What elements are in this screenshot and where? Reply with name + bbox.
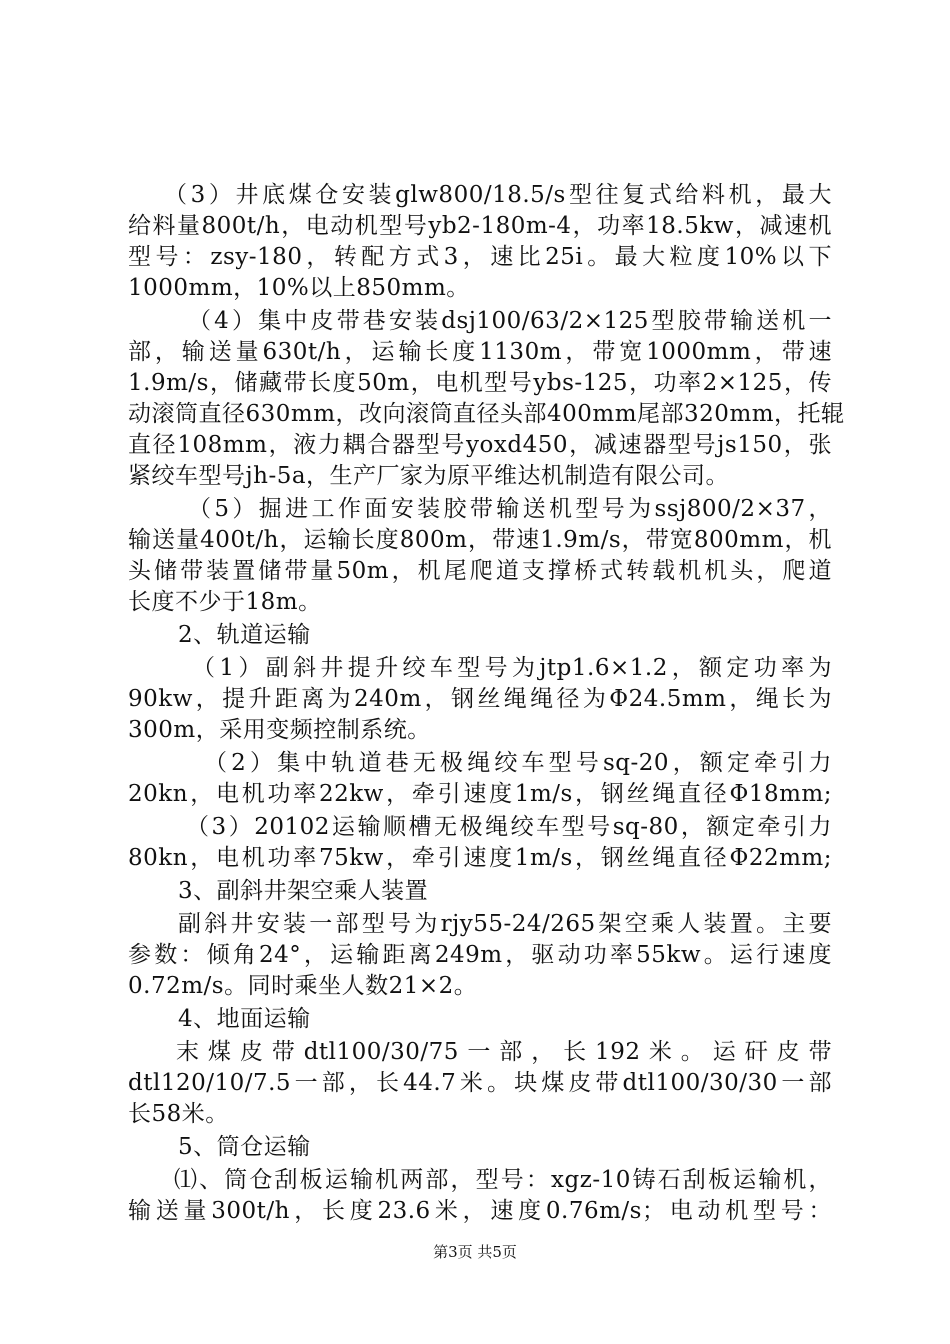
text-line: 型号：zsy-180，转配方式3，速比25i。最大粒度10%以下 <box>128 244 832 270</box>
text-line: 给料量800t/h，电动机型号yb2-180m-4，功率18.5kw，减速机 <box>128 213 832 239</box>
page-footer: 第3页 共5页 <box>433 1243 517 1261</box>
text-line: 90kw，提升距离为240m，钢丝绳绳径为Φ24.5mm，绳长为 <box>128 686 832 712</box>
section-heading: 2、轨道运输 <box>178 622 311 648</box>
text-line: 紧绞车型号jh-5a，生产厂家为原平维达机制造有限公司。 <box>128 463 730 489</box>
text-line: 输送量300t/h，长度23.6米，速度0.76m/s；电动机型号： <box>128 1198 832 1224</box>
text-line: （1）副斜井提升绞车型号为jtp1.6×1.2，额定功率为 <box>192 655 832 681</box>
text-line: dtl120/10/7.5一部，长44.7米。块煤皮带dtl100/30/30一部 <box>128 1070 832 1096</box>
text-line: 20kn，电机功率22kw，牵引速度1m/s，钢丝绳直径Φ18mm; <box>128 781 832 807</box>
text-line: 长58米。 <box>128 1101 229 1127</box>
section-heading: 4、地面运输 <box>178 1006 311 1032</box>
text-line: 长度不少于18m。 <box>128 589 322 615</box>
text-line: 输送量400t/h，运输长度800m，带速1.9m/s，带宽800mm，机 <box>128 527 832 553</box>
text-line: ⑴、筒仓刮板运输机两部，型号：xgz-10铸石刮板运输机， <box>174 1167 832 1193</box>
text-line: （4）集中皮带巷安装dsj100/63/2×125型胶带输送机一 <box>188 308 832 334</box>
text-line: 300m，采用变频控制系统。 <box>128 717 431 743</box>
text-line: 副斜井安装一部型号为rjy55-24/265架空乘人装置。主要 <box>178 911 832 937</box>
text-line: （2）集中轨道巷无极绳绞车型号sq-20，额定牵引力 <box>204 750 832 776</box>
document-body <box>128 180 845 1227</box>
text-line: 0.72m/s。同时乘坐人数21×2。 <box>128 973 478 999</box>
text-line: 直径108mm，液力耦合器型号yoxd450，减速器型号js150，张 <box>128 432 832 458</box>
section-heading: 5、筒仓运输 <box>178 1134 311 1160</box>
text-line: 1000mm，10%以上850mm。 <box>128 275 470 301</box>
text-line: 动滚筒直径630mm，改向滚筒直径头部400mm尾部320mm，托辊 <box>128 401 845 427</box>
text-line: 80kn，电机功率75kw，牵引速度1m/s，钢丝绳直径Φ22mm; <box>128 845 832 871</box>
text-line: 参数：倾角24°，运输距离249m，驱动功率55kw。运行速度 <box>128 942 832 968</box>
text-line: 1.9m/s，储藏带长度50m，电机型号ybs-125，功率2×125，传 <box>128 370 832 396</box>
text-line: （3）井底煤仓安装glw800/18.5/s型往复式给料机，最大 <box>164 182 832 208</box>
text-line: 头储带装置储带量50m，机尾爬道支撑桥式转载机机头，爬道 <box>128 558 832 584</box>
text-line: 部，输送量630t/h，运输长度1130m，带宽1000mm，带速 <box>128 339 832 365</box>
text-line: 末煤皮带dtl100/30/75一部，长192米。运矸皮带 <box>176 1039 832 1065</box>
section-heading: 3、副斜井架空乘人装置 <box>178 878 429 904</box>
text-line: （5）掘进工作面安装胶带输送机型号为ssj800/2×37， <box>188 496 832 522</box>
text-line: （3）20102运输顺槽无极绳绞车型号sq-80，额定牵引力 <box>186 814 832 840</box>
